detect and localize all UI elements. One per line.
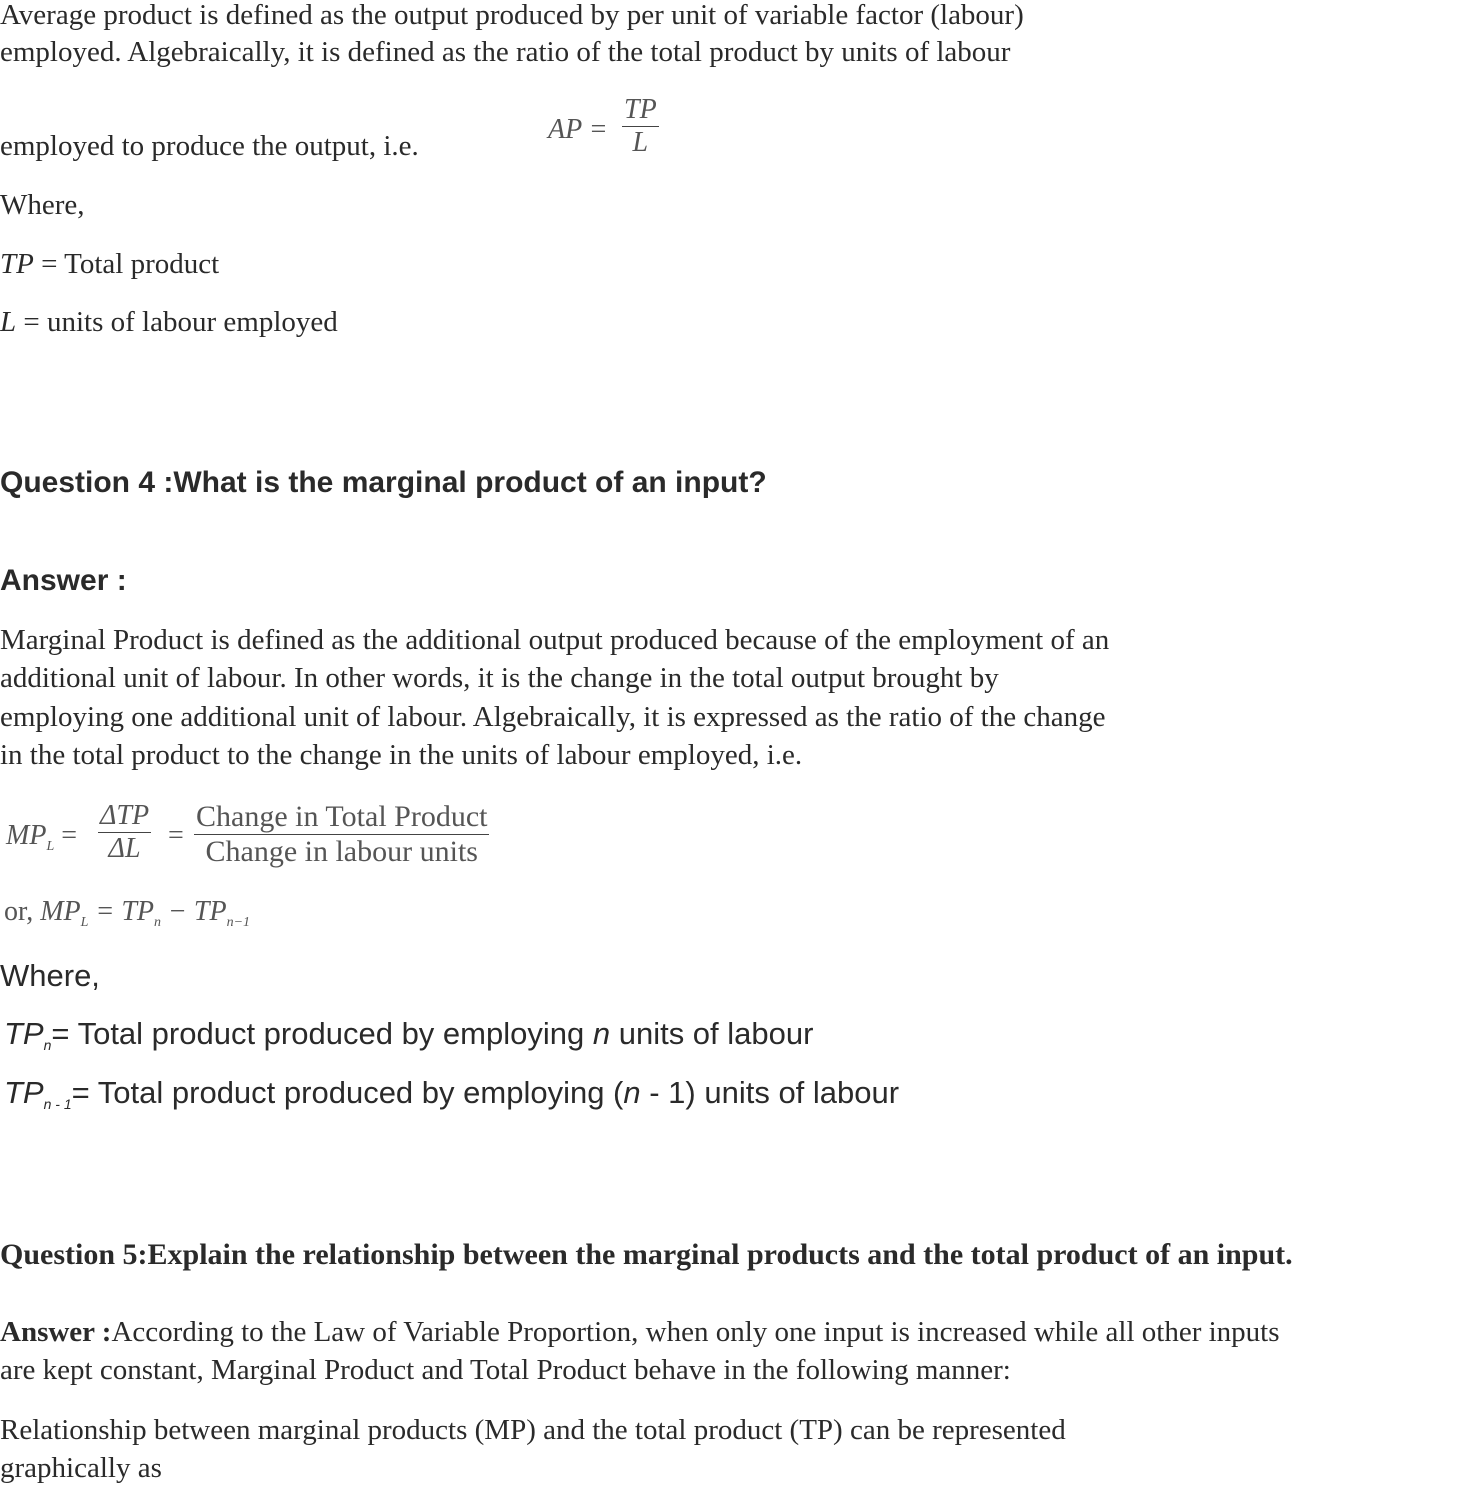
- l-symbol: L: [0, 306, 17, 338]
- q4-text-line: Marginal Product is defined as the additional output produced because of the employment of an: [0, 624, 1110, 656]
- q4-text-line: additional unit of labour. In other words, it is the change in the total output brought by: [0, 662, 999, 694]
- delta-numerator: ΔTP: [100, 800, 150, 831]
- l-def: = units of labour employed: [16, 306, 338, 338]
- where-label: Where,: [0, 189, 85, 221]
- words-numerator: Change in Total Product: [196, 800, 488, 833]
- words-denominator: Change in labour units: [205, 835, 478, 868]
- equals: =: [61, 820, 78, 851]
- ap-formula-lhs: AP =: [548, 114, 608, 145]
- equals: =: [168, 820, 184, 851]
- tpn1-definition: $TP_{n - 1}=$ Total product produced by employing (n - 1) units of labour: [4, 1075, 900, 1112]
- delta-fraction: [98, 800, 151, 865]
- tp-symbol: TP: [0, 248, 34, 280]
- q4-text-line: in the total product to the change in the units of labour employed, i.e.: [0, 739, 803, 771]
- answer-5-label: Answer :: [0, 1316, 112, 1348]
- tpn-definition: $TP_n=$ Total product produced by employing n units of labour: [4, 1016, 814, 1053]
- mp-alt-formula: or, $MP_L = TP_n - TP_{n-1}$: [4, 896, 251, 930]
- tp-definition: [0, 245, 219, 283]
- l-definition: [0, 303, 338, 341]
- q5-answer-line: Answer :According to the Law of Variable Proportion, when only one input is increased while all other inputs: [0, 1316, 1280, 1348]
- ap-numerator: TP: [624, 94, 657, 125]
- mp-lhs: MP: [6, 820, 47, 851]
- q5-text-line: Relationship between marginal products (MP) and the total product (TP) can be represented: [0, 1414, 1066, 1446]
- q4-text-line: employing one additional unit of labour. Algebraically, it is expressed as the ratio of the change: [0, 701, 1106, 733]
- delta-denominator: ΔL: [108, 833, 141, 864]
- q5-answer-line: are kept constant, Marginal Product and Total Product behave in the following manner:: [0, 1354, 1011, 1386]
- ap-fraction: [622, 94, 659, 159]
- ap-denominator: L: [632, 127, 649, 158]
- mp-lhs-sub: L: [46, 839, 55, 854]
- q5-text-line: graphically as: [0, 1452, 162, 1484]
- ap-text-line: Average product is defined as the output produced by per unit of variable factor (labour): [0, 0, 1024, 31]
- question-4-heading: Question 4 :What is the marginal product of an input?: [0, 466, 767, 499]
- answer-4-label: Answer :: [0, 564, 127, 597]
- where-label-2: Where,: [0, 958, 100, 993]
- ap-text-line: employed. Algebraically, it is defined as the ratio of the total product by units of labour: [0, 36, 1011, 68]
- ap-text-line: employed to produce the output, i.e.: [0, 130, 419, 162]
- tp-def: = Total product: [33, 248, 220, 280]
- words-fraction: [194, 800, 489, 869]
- question-5-heading: Question 5:Explain the relationship between the marginal products and the total product of an input.: [0, 1238, 1293, 1271]
